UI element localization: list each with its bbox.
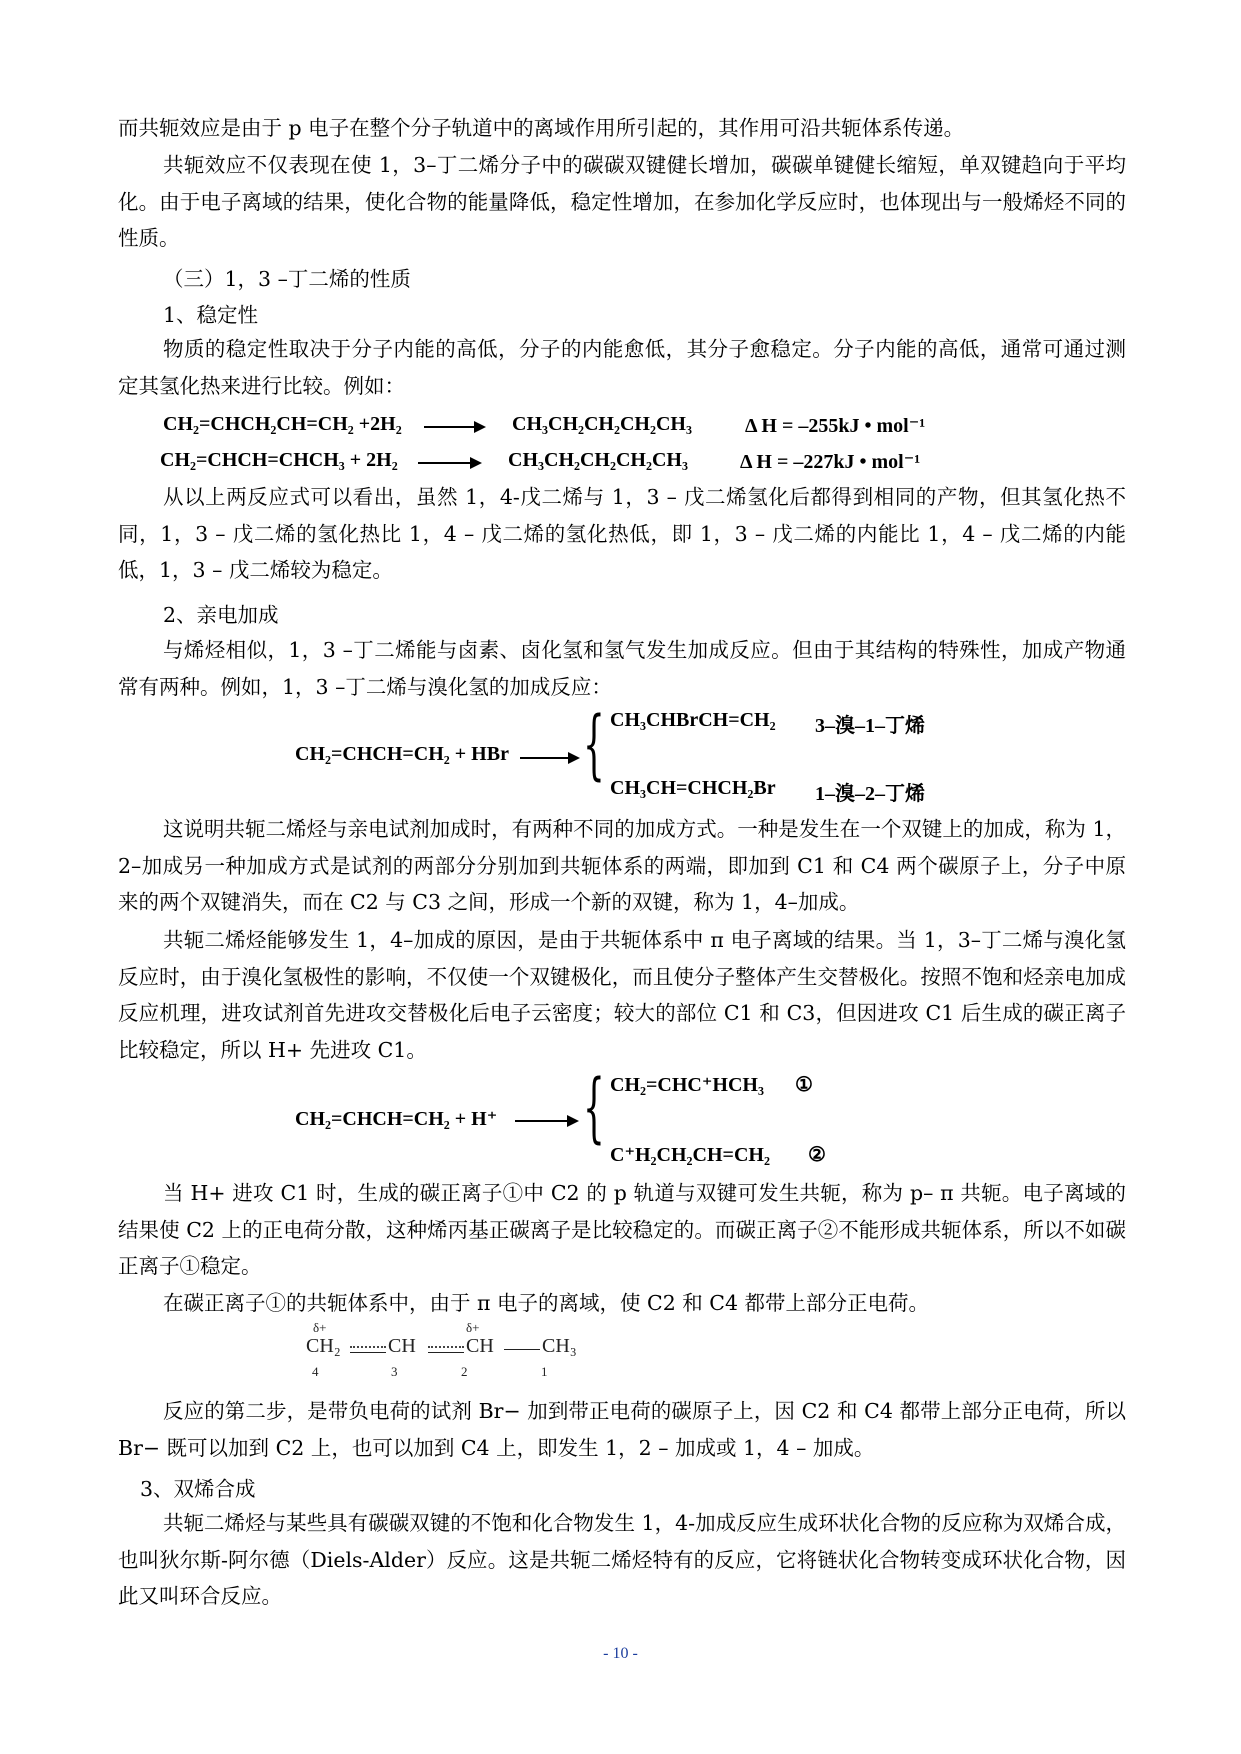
hbr-product-1: CH₃CHBrCH=CH₂ [610,709,776,731]
proton-reactants: CH₂=CHCH=CH₂ + H⁺ [295,1108,498,1130]
proton-arrow [515,1120,577,1122]
carbocation-2-marker: ② [808,1144,826,1166]
subheading-diene-synthesis: 3、双烯合成 [140,1477,256,1501]
paragraph-addition-intro: 与烯烃相似，1，3 –丁二烯能与卤素、卤化氢和氢气发生加成反应。但由于其结构的特殊性，加成产物通常有两种。例如，1，3 –丁二烯与溴化氢的加成反应： [118,638,1126,699]
carbocation-2: C⁺H₂CH₂CH=CH₂ [610,1144,770,1166]
equation1-enthalpy: Δ H = –255kJ • mol⁻¹ [745,415,926,437]
subheading-electrophilic-addition: 2、亲电加成 [163,603,279,627]
hbr-arrow [520,757,578,759]
carbocation-1-marker: ① [795,1074,813,1096]
number-c3: 3 [391,1364,398,1379]
equation1-arrow [424,426,484,428]
carbocation-1: CH₂=CHC⁺HCH₃ [610,1074,764,1096]
paragraph-14-addition-reason: 共轭二烯烃能够发生 1，4–加成的原因，是由于共轭体系中 π 电子离域的结果。当 1，3–丁二烯与溴化氢反应时，由于溴化氢极性的影响，不仅使一个双键极化，而且使分子整体产生交替极化。按照不饱和烃亲电加成反应机理，进攻试剂首先进攻交替极化后电子云密度；较大的部位 C1 和 C3，但因进攻 C1 后生成的碳正离子比较稳定，所以 H+ 先进攻 C1。 [118,928,1126,1062]
subheading-stability: 1、稳定性 [163,303,259,327]
equation2-reactants: CH₂=CHCH=CHCH₃ + 2H₂ [160,449,398,471]
delocalized-bond-c3-c2 [428,1346,464,1348]
hbr-product-2: CH₃CH=CHCH₂Br [610,777,776,799]
paragraph-hydrogenation-comparison: 从以上两反应式可以看出，虽然 1，4-戊二烯与 1，3 – 戊二烯氢化后都得到相同的产物，但其氢化热不同，1，3 – 戊二烯的氢化热比 1，4 – 戊二烯的氢化热低，即 1，3 – 戊二烯的内能比 1，4 – 戊二烯的内能低，1，3 – 戊二烯较为稳定。 [118,485,1126,582]
paragraph-diels-alder: 共轭二烯烃与某些具有碳碳双键的不饱和化合物发生 1，4-加成反应生成环状化合物的反应称为双烯合成，也叫狄尔斯-阿尔德（Diels-Alder）反应。这是共轭二烯烃特有的反应，它将链状化合物转变成环状化合物，因此又叫环合反应。 [118,1511,1126,1608]
number-c4: 4 [312,1364,319,1379]
hbr-brace: { [583,699,605,788]
bond-c2-c1 [504,1349,540,1350]
paragraph-conjugation-intro: 而共轭效应是由于 p 电子在整个分子轨道中的离域作用所引起的，其作用可沿共轭体系传递。 [118,116,965,140]
atom-c3: CH [388,1335,416,1357]
bond-c4-c3 [350,1352,386,1353]
paragraph-p-pi-conjugation: 当 H+ 进攻 C1 时，生成的碳正离子①中 C2 的 p 轨道与双键可发生共轭，称为 p– π 共轭。电子离域的结果使 C2 上的正电荷分散，这种烯丙基正碳离子是比较稳定的。而碳正离子②不能形成共轭体系，所以不如碳正离子①稳定。 [118,1181,1126,1278]
equation1-product: CH₃CH₂CH₂CH₂CH₃ [512,413,692,435]
atom-c4: CH₂ [306,1335,341,1357]
hbr-product-1-name: 3–溴–1–丁烯 [815,715,925,737]
delta-plus-c4: δ+ [313,1320,327,1335]
atom-c1: CH₃ [542,1335,577,1357]
bond-c3-c2 [428,1352,464,1353]
paragraph-addition-modes: 这说明共轭二烯烃与亲电试剂加成时，有两种不同的加成方式。一种是发生在一个双键上的加成，称为 1，2–加成另一种加成方式是试剂的两部分分别加到共轭体系的两端，即加到 C1 和 C4 两个碳原子上，分子中原来的两个双键消失，而在 C2 与 C3 之间，形成一个新的双键，称为 1，4–加成。 [118,817,1126,914]
equation2-enthalpy: Δ H = –227kJ • mol⁻¹ [740,451,921,473]
atom-c2: CH [466,1335,494,1357]
equation2-arrow [418,462,480,464]
equation2-product: CH₃CH₂CH₂CH₂CH₃ [508,449,688,471]
section-heading-properties: （三）1，3 –丁二烯的性质 [163,267,411,291]
paragraph-partial-charge: 在碳正离子①的共轭体系中，由于 π 电子的离域，使 C2 和 C4 都带上部分正电荷。 [163,1291,930,1315]
number-c2: 2 [461,1364,468,1379]
page-number: - 10 - [603,1645,638,1662]
paragraph-second-step: 反应的第二步，是带负电荷的试剂 Br− 加到带正电荷的碳原子上，因 C2 和 C4 都带上部分正电荷，所以 Br− 既可以加到 C2 上，也可以加到 C4 上，即发生 1，2 – 加成或 1，4 – 加成。 [118,1399,1126,1460]
equation1-reactants: CH₂=CHCH₂CH=CH₂ +2H₂ [163,413,402,435]
paragraph-conjugation-effect: 共轭效应不仅表现在使 1，3–丁二烯分子中的碳碳双键健长增加，碳碳单键健长缩短，单双键趋向于平均化。由于电子离域的结果，使化合物的能量降低，稳定性增加，在参加化学反应时，也体现出与一般烯烃不同的性质。 [118,153,1126,250]
delocalized-bond-c4-c3 [350,1346,386,1348]
delta-plus-c2: δ+ [466,1320,480,1335]
hbr-reactants: CH₂=CHCH=CH₂ + HBr [295,743,509,765]
proton-brace: { [583,1062,605,1151]
hbr-product-2-name: 1–溴–2–丁烯 [815,783,925,805]
paragraph-stability: 物质的稳定性取决于分子内能的高低，分子的内能愈低，其分子愈稳定。分子内能的高低，通常可通过测定其氢化热来进行比较。例如： [118,337,1126,398]
number-c1: 1 [541,1364,548,1379]
